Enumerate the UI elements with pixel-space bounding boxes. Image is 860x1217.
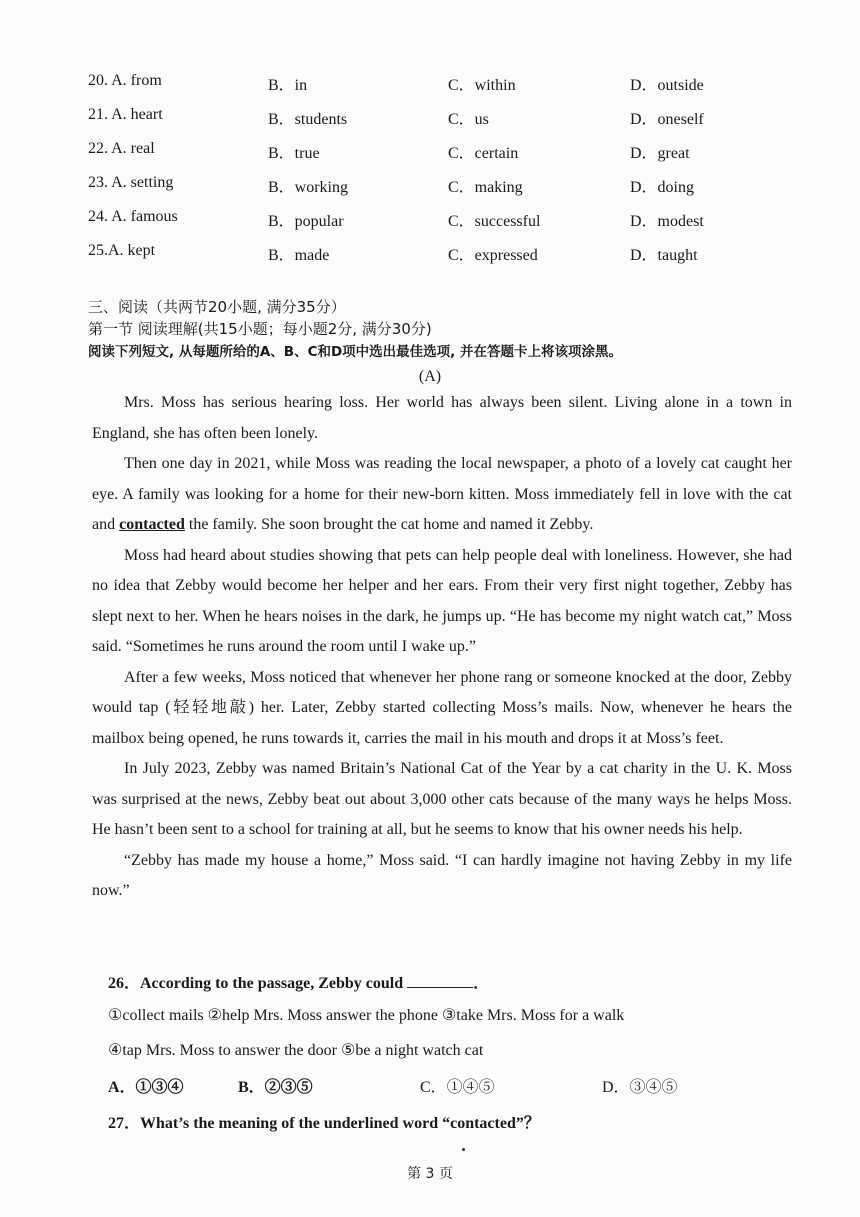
- answer-c: C．①④⑤: [420, 1079, 495, 1096]
- option-row-23: [88, 168, 808, 202]
- option-c: C．within: [448, 77, 516, 94]
- paragraph-1: Mrs. Moss has serious hearing loss. Her world has always been silent. Living alone in a town in England, she has often been lonely.: [92, 394, 792, 442]
- scan-mark: [462, 1148, 465, 1151]
- answer-b: B．②③⑤: [238, 1079, 313, 1096]
- paragraph-3: Moss had heard about studies showing that pets can help people deal with loneliness. However, she had no idea that Zebby would become her helper and her ears. From their very first night together, Zebby has slept next to her. When he hears noises in the dark, he jumps up. “He has become my night watch cat,” Moss said. “Sometimes he runs around the room until I wake up.”: [92, 546, 792, 655]
- section-title: 三、阅读（共两节20小题, 满分35分）: [88, 298, 346, 316]
- option-a: 21. A. heart: [88, 106, 163, 123]
- option-c: C．certain: [448, 145, 519, 162]
- paragraph-2-text-end: the family. She soon brought the cat home and named it Zebby.: [184, 516, 594, 533]
- section-subtitle: 第一节 阅读理解(共15小题；每小题2分, 满分30分): [88, 320, 432, 338]
- option-row-22: [88, 134, 808, 168]
- option-a: 23. A. setting: [88, 174, 174, 191]
- option-d: D．doing: [630, 179, 695, 196]
- answer-d: D．③④⑤: [602, 1079, 678, 1096]
- question-27: 27．What’s the meaning of the underlined word “contacted”？: [108, 1115, 540, 1132]
- paragraph-4: After a few weeks, Moss noticed that whenever her phone rang or someone knocked at the door, Zebby would tap (轻轻地敲) her. Later, Zebby started collecting Moss’s mails. Now, whenever he hears the mailbox being opened, he runs towards it, carries the mail in his mouth and drops it at Moss’s feet.: [92, 668, 792, 747]
- option-a: 25.A. kept: [88, 242, 156, 259]
- answer-a: A．①③④: [108, 1079, 184, 1096]
- question-26-answers: [108, 1074, 808, 1100]
- underlined-word: contacted: [119, 516, 185, 533]
- paragraph-2: [92, 449, 792, 541]
- option-b: B．popular: [268, 213, 344, 230]
- option-a: 22. A. real: [88, 140, 155, 157]
- option-d: D．outside: [630, 77, 704, 94]
- option-row-25: [88, 236, 808, 270]
- paragraph-6: “Zebby has made my house a home,” Moss said. “I can hardly imagine not having Zebby in my life now.”: [92, 851, 792, 899]
- option-b: B．true: [268, 145, 320, 162]
- option-d: D．great: [630, 145, 690, 162]
- option-row-21: [88, 100, 808, 134]
- option-c: C．successful: [448, 213, 541, 230]
- option-a: 24. A. famous: [88, 208, 178, 225]
- paragraph-5: In July 2023, Zebby was named Britain’s National Cat of the Year by a cat charity in the U. K. Moss was surprised at the news, Zebby beat out about 3,000 other cats because of the many ways he helps Moss. He hasn’t been sent to a school for training at all, but he seems to know that his owner needs his help.: [92, 760, 792, 838]
- option-row-20: [88, 66, 808, 100]
- option-d: D．taught: [630, 247, 698, 264]
- question-26-choices-line-2: ④tap Mrs. Moss to answer the door ⑤be a night watch cat: [108, 1042, 484, 1059]
- option-c: C．making: [448, 179, 523, 196]
- option-a: 20. A. from: [88, 72, 162, 89]
- option-c: C．expressed: [448, 247, 538, 264]
- option-b: B．working: [268, 179, 349, 196]
- option-b: B．students: [268, 111, 348, 128]
- section-instruction: 阅读下列短文, 从每题所给的A、B、C和D项中选出最佳选项, 并在答题卡上将该项涂黑。: [88, 344, 623, 360]
- paragraph-2-text: Then one day in 2021, while Moss was reading the local newspaper, a photo of a lovely cat caught her eye. A family was looking for a home for their new-born kitten. Moss immediately fell in love with the cat and: [92, 455, 792, 533]
- question-26-choices-line-1: ①collect mails ②help Mrs. Moss answer the phone ③take Mrs. Moss for a walk: [108, 1007, 625, 1024]
- question-26-end: ．: [473, 975, 490, 992]
- page-number: 第 3 页: [407, 1166, 453, 1182]
- options-table: [88, 66, 808, 270]
- option-b: B．made: [268, 247, 330, 264]
- answer-blank: [407, 973, 473, 988]
- option-c: C．us: [448, 111, 489, 128]
- option-d: D．modest: [630, 213, 704, 230]
- passage-label: (A): [418, 368, 442, 385]
- option-b: B．in: [268, 77, 308, 94]
- option-d: D．oneself: [630, 111, 704, 128]
- reading-passage: [92, 388, 792, 907]
- question-26: [108, 970, 489, 993]
- option-row-24: [88, 202, 808, 236]
- question-26-stem: 26．According to the passage, Zebby could: [108, 975, 404, 992]
